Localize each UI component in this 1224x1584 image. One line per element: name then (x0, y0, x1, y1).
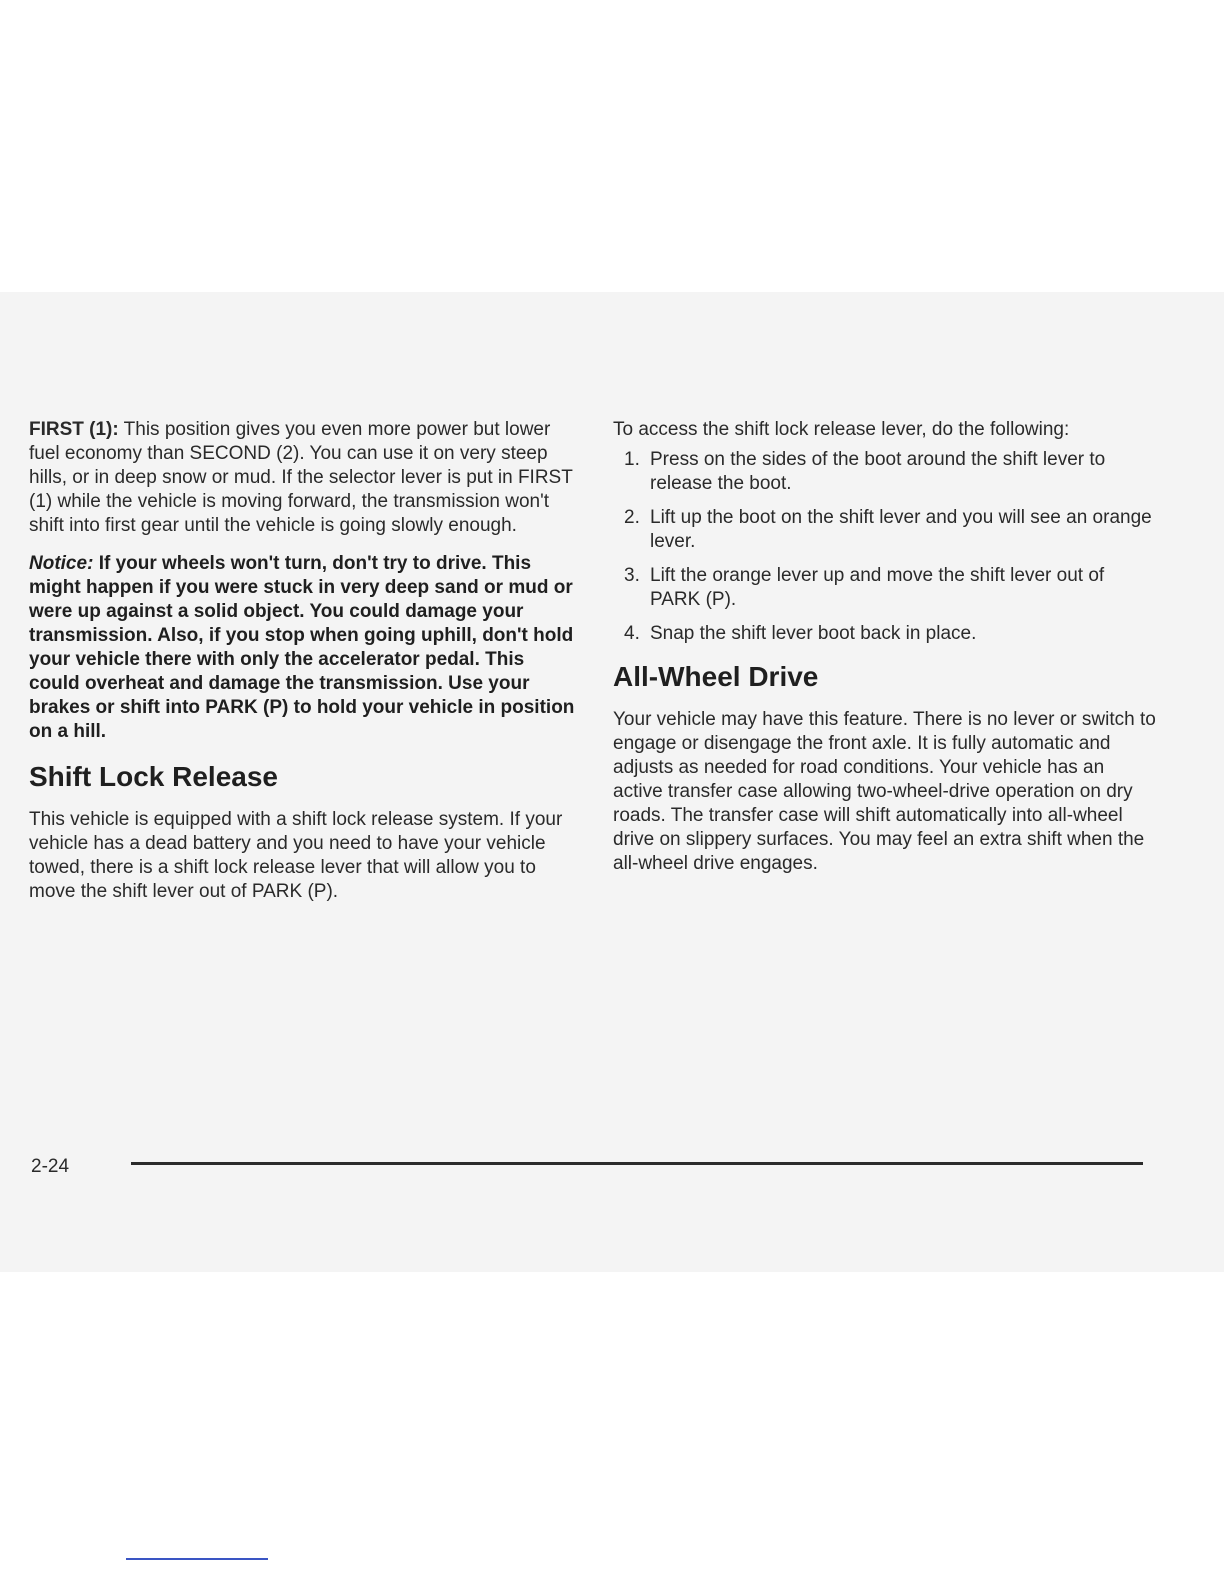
first-gear-lead: FIRST (1): (29, 419, 119, 440)
first-gear-paragraph (29, 418, 577, 538)
step-text: Lift the orange lever up and move the shift lever out of PARK (P). (650, 565, 1105, 610)
page-number: 2-24 (31, 1156, 70, 1177)
step-number: 3. (624, 565, 640, 586)
step-number: 2. (624, 507, 640, 528)
step-text: Lift up the boot on the shift lever and you will see an orange lever. (650, 507, 1152, 552)
step-number: 4. (624, 623, 640, 644)
footer-divider (131, 1162, 1143, 1165)
left-column (29, 418, 577, 918)
right-column (613, 418, 1158, 890)
shift-lock-heading: Shift Lock Release (29, 761, 278, 792)
step-text: Press on the sides of the boot around the shift lever to release the boot. (650, 449, 1106, 494)
list-item (613, 622, 1158, 646)
awd-heading: All-Wheel Drive (613, 661, 819, 692)
steps-intro: To access the shift lock release lever, do the following: (613, 419, 1070, 440)
notice-lead: Notice: (29, 553, 94, 574)
step-text: Snap the shift lever boot back in place. (650, 623, 977, 644)
notice-text: If your wheels won't turn, don't try to drive. This might happen if you were stuck in very deep sand or mud or were up against a solid object. You could damage your transmission. Also, if you stop when going uphill, don't hold your vehicle there with only the accelerator pedal. This could overheat and damage the transmission. Use your brakes or shift into PARK (P) to hold your vehicle in position on a hill. (29, 553, 575, 742)
step-number: 1. (624, 449, 640, 470)
list-item (613, 564, 1158, 612)
list-item (613, 448, 1158, 496)
list-item (613, 506, 1158, 554)
shift-lock-text: This vehicle is equipped with a shift lock release system. If your vehicle has a dead battery and you need to have your vehicle towed, there is a shift lock release lever that will allow you to move the shift lever out of PARK (P). (29, 809, 563, 902)
steps-list (613, 448, 1158, 646)
first-gear-text: This position gives you even more power but lower fuel economy than SECOND (2). You can use it on very steep hills, or in deep snow or mud. If the selector lever is put in FIRST (1) while the vehicle is moving forward, the transmission won't shift into first gear until the vehicle is going slowly enough. (29, 419, 573, 536)
awd-text: Your vehicle may have this feature. There is no lever or switch to engage or disengage the front axle. It is fully automatic and adjusts as needed for road conditions. Your vehicle has an active transfer case allowing two-wheel-drive operation on dry roads. The transfer case will shift automatically into all-wheel drive on slippery surfaces. You may feel an extra shift when the all-wheel drive engages. (613, 709, 1156, 874)
link-underline[interactable] (126, 1558, 268, 1560)
notice-paragraph (29, 552, 577, 744)
